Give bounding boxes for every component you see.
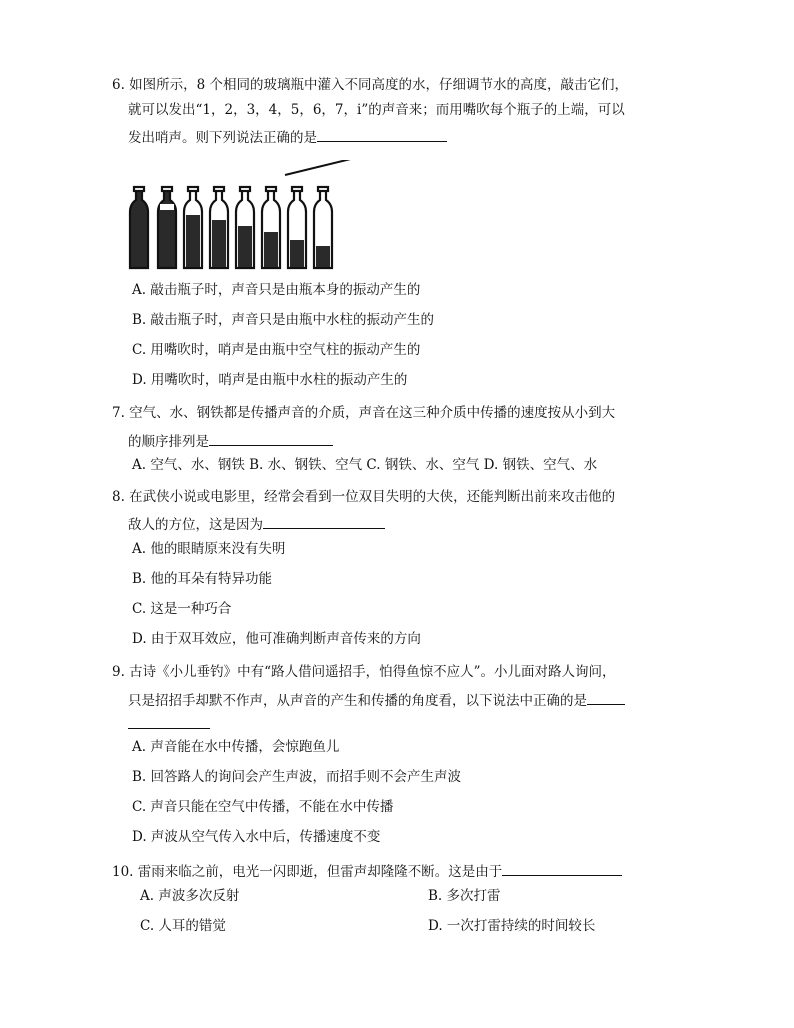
bottle-5	[236, 187, 254, 268]
q8-answer-blank	[263, 514, 385, 529]
q9-answer-blank-part2	[128, 714, 210, 729]
q9-stem-text: 只是招招手却默不作声，从声音的产生和传播的角度看，以下说法中正确的是	[128, 693, 587, 709]
q9-option-c[interactable]: C. 声音只能在空气中传播，不能在水中传播	[132, 799, 394, 815]
q7-answer-blank	[209, 431, 333, 446]
q8-option-b[interactable]: B. 他的耳朵有特异功能	[132, 571, 273, 587]
bottle-1	[130, 187, 148, 268]
bottle-8	[314, 187, 332, 268]
q9-option-d[interactable]: D. 声波从空气传入水中后，传播速度不变	[132, 829, 381, 845]
q6-stem-line1: 6. 如图所示，8 个相同的玻璃瓶中灌入不同高度的水，仔细调节水的高度，敲击它们，	[112, 77, 629, 93]
q6-option-a[interactable]: A. 敲击瓶子时，声音只是由瓶本身的振动产生的	[132, 282, 421, 298]
bottle-3	[184, 187, 202, 268]
q6-stem-line2: 就可以发出“1，2，3，4，5，6，7，i”的声音来；而用嘴吹每个瓶子的上端，可以	[128, 102, 625, 118]
q7-stem-line2	[128, 431, 333, 451]
q8-stem-line1: 8. 在武侠小说或电影里，经常会看到一位双目失明的大侠，还能判断出前来攻击他的	[112, 489, 616, 505]
q8-option-d[interactable]: D. 由于双耳效应，他可准确判断声音传来的方向	[132, 631, 421, 647]
q7-stem-line1: 7. 空气、水、钢铁都是传播声音的介质，声音在这三种介质中传播的速度按从小到大	[112, 405, 616, 421]
q6-option-d[interactable]: D. 用嘴吹时，哨声是由瓶中水柱的振动产生的	[132, 372, 408, 388]
bottle-2	[158, 187, 176, 268]
q6-stem-text: 发出哨声。则下列说法正确的是	[128, 130, 317, 146]
q10-option-c[interactable]: C. 人耳的错觉	[140, 918, 226, 934]
q6-option-c[interactable]: C. 用嘴吹时，哨声是由瓶中空气柱的振动产生的	[132, 342, 421, 358]
q8-option-c[interactable]: C. 这是一种巧合	[132, 601, 232, 617]
q9-option-a[interactable]: A. 声音能在水中传播，会惊跑鱼儿	[132, 739, 340, 755]
q9-stem-line1: 9. 古诗《小儿垂钓》中有“路人借问遥招手，怕得鱼惊不应人”。小儿面对路人询问，	[112, 664, 616, 680]
bottle-4	[210, 187, 228, 268]
q8-stem-text: 敌人的方位，这是因为	[128, 517, 263, 533]
q10-option-d[interactable]: D. 一次打雷持续的时间较长	[428, 918, 596, 934]
q8-stem-line2	[128, 514, 385, 534]
q10-stem-text: 10. 雷雨来临之前，电光一闪即逝，但雷声却隆隆不断。这是由于	[112, 864, 503, 880]
q9-option-b[interactable]: B. 回答路人的询问会产生声波，而招手则不会产生声波	[132, 769, 462, 785]
striking-rod	[285, 160, 363, 175]
q6-option-b[interactable]: B. 敲击瓶子时，声音只是由瓶中水柱的振动产生的	[132, 312, 435, 328]
bottle-7	[288, 187, 306, 268]
bottle-6	[262, 187, 280, 268]
q9-stem-line3	[128, 714, 210, 734]
q10-stem	[112, 861, 622, 881]
q9-answer-blank-part1	[587, 690, 625, 705]
q9-stem-line2	[128, 690, 625, 710]
q7-options[interactable]: A. 空气、水、钢铁 B. 水、钢铁、空气 C. 钢铁、水、空气 D. 钢铁、空气、水	[132, 457, 598, 473]
q10-answer-blank	[502, 861, 622, 876]
q10-option-a[interactable]: A. 声波多次反射	[140, 888, 240, 904]
q6-answer-blank	[317, 127, 447, 142]
q6-stem-line3	[128, 127, 447, 147]
q10-option-b[interactable]: B. 多次打雷	[428, 888, 501, 904]
q7-stem-text: 的顺序排列是	[128, 434, 209, 450]
q8-option-a[interactable]: A. 他的眼睛原来没有失明	[132, 541, 286, 557]
q6-bottles-figure	[127, 160, 367, 270]
